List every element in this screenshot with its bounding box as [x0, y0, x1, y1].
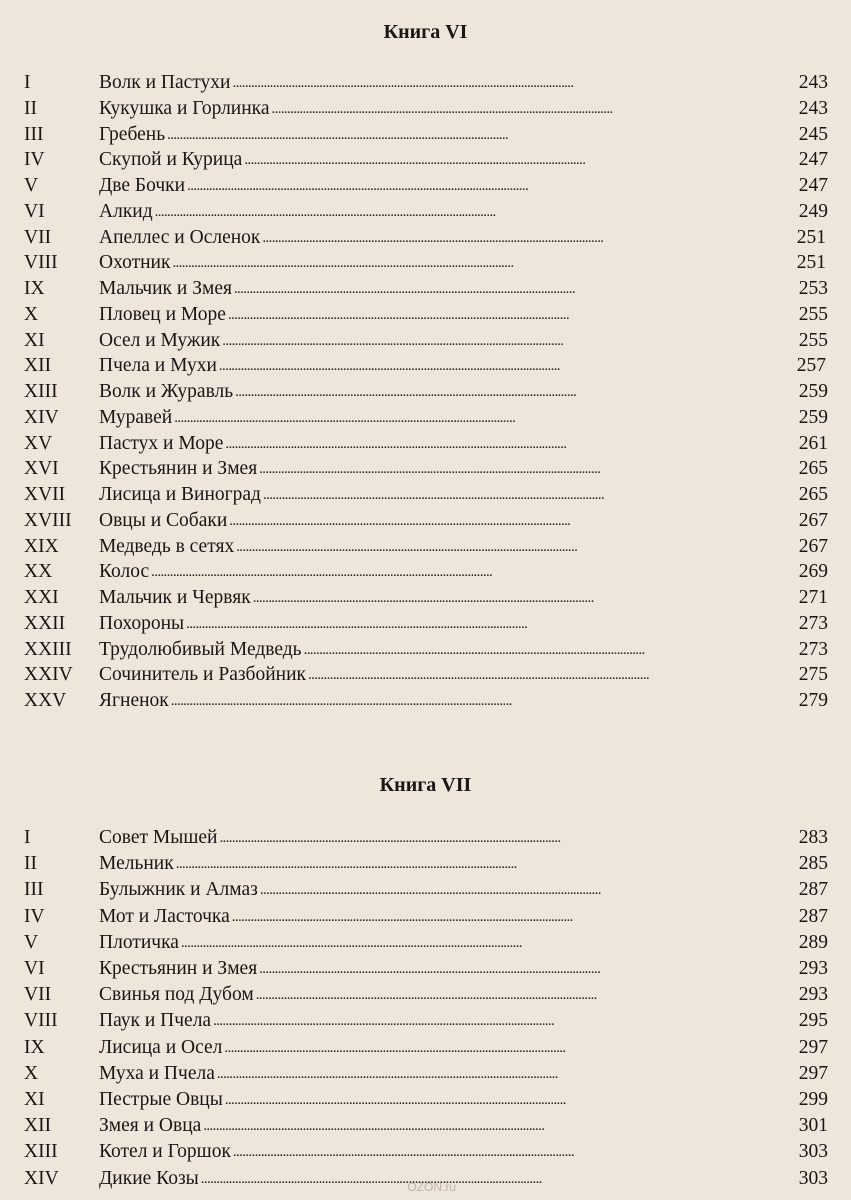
chapter-number: V [24, 175, 39, 196]
chapter-title: Медведь в сетях [99, 535, 235, 557]
chapter-number: XIV [24, 1167, 59, 1189]
chapter-title: Мальчик и Змея [99, 278, 232, 299]
chapter-title: Пастух и Море [99, 432, 224, 454]
dot-leader [244, 146, 796, 173]
chapter-title: Крестьянин и Змея [99, 958, 258, 979]
page-number: 273 [798, 638, 828, 660]
chapter-number: I [24, 827, 31, 848]
page-number: 255 [798, 303, 828, 325]
toc-row [24, 122, 828, 148]
toc-row [24, 1139, 828, 1165]
page-number: 287 [798, 879, 828, 901]
chapter-number: XV [24, 432, 53, 454]
dot-leader [263, 481, 797, 508]
chapter-title: Дикие Козы [99, 1167, 199, 1189]
chapter-title: Булыжник и Алмаз [99, 879, 258, 901]
page-number: 259 [798, 406, 828, 428]
chapter-number: X [24, 303, 39, 325]
toc-row [24, 1035, 828, 1061]
dot-leader [233, 1138, 797, 1165]
chapter-number: IV [24, 149, 45, 171]
chapter-number: XIX [24, 535, 59, 557]
chapter-title: Мот и Ласточка [99, 905, 230, 927]
chapter-number: II [24, 97, 37, 119]
page-number: 269 [798, 561, 828, 583]
toc-row [24, 956, 828, 982]
chapter-title: Апеллес и Осленок [99, 226, 261, 248]
toc-row [24, 70, 828, 96]
page-number: 285 [798, 853, 828, 875]
chapter-number: XXIII [24, 638, 72, 660]
page-number: 243 [798, 72, 828, 93]
dot-leader [176, 850, 797, 877]
page-number: 271 [798, 587, 828, 608]
chapter-title: Волк и Пастухи [99, 72, 231, 93]
chapter-title: Змея и Овца [99, 1115, 202, 1137]
chapter-number: IV [24, 905, 45, 927]
dot-leader [171, 687, 797, 714]
toc-row [24, 482, 828, 508]
dot-leader [228, 301, 797, 328]
chapter-number: XXIV [24, 664, 73, 686]
dot-leader [260, 876, 797, 903]
dot-leader [308, 661, 797, 688]
toc-row [24, 904, 828, 930]
page-number: 265 [798, 484, 828, 505]
toc-row [24, 199, 828, 225]
chapter-number: VIII [24, 252, 58, 274]
chapter-title: Алкид [99, 200, 153, 222]
toc-row [24, 1008, 828, 1034]
toc-row [24, 250, 826, 276]
chapter-number: XXI [24, 587, 59, 608]
chapter-title: Котел и Горшок [99, 1141, 231, 1163]
chapter-number: IX [24, 278, 45, 299]
book-title: Книга VII [379, 774, 472, 796]
watermark: OZON.ru [407, 1180, 456, 1194]
chapter-number: XX [24, 561, 53, 583]
chapter-title: Скупой и Курица [99, 149, 243, 171]
dot-leader [232, 69, 796, 96]
page-number: 247 [798, 149, 828, 171]
dot-leader [272, 95, 797, 122]
chapter-title: Совет Мышей [99, 827, 218, 848]
page-number: 267 [798, 535, 828, 557]
dot-leader [222, 327, 796, 354]
chapter-title: Ягненок [99, 690, 169, 711]
dot-leader [174, 404, 797, 431]
chapter-number: VII [24, 226, 52, 248]
book-title: Книга VI [383, 21, 468, 43]
page-number: 261 [798, 432, 828, 454]
page-number: 253 [798, 278, 828, 299]
toc-row [24, 328, 828, 354]
chapter-title: Свинья под Дубом [99, 984, 254, 1006]
toc-row [24, 173, 828, 199]
page-number: 279 [798, 690, 828, 711]
chapter-title: Лисица и Виноград [99, 484, 261, 505]
dot-leader [213, 1007, 797, 1034]
chapter-number: XII [24, 355, 52, 377]
toc-row [24, 559, 828, 585]
page-number: 247 [798, 175, 828, 196]
chapter-title: Паук и Пчела [99, 1010, 212, 1032]
toc-row [24, 611, 828, 637]
dot-leader [181, 929, 797, 956]
dot-leader [186, 610, 797, 637]
chapter-number: XVII [24, 484, 66, 505]
chapter-title: Колос [99, 561, 150, 583]
toc-row [24, 662, 828, 688]
toc-row [24, 431, 828, 457]
chapter-title: Пестрые Овцы [99, 1089, 223, 1110]
chapter-number: III [24, 123, 44, 145]
chapter-title: Лисица и Осел [99, 1036, 223, 1058]
dot-leader [229, 507, 796, 534]
chapter-title: Овцы и Собаки [99, 509, 228, 531]
chapter-number: XIV [24, 406, 59, 428]
dot-leader [253, 584, 797, 611]
chapter-number: IX [24, 1036, 45, 1058]
chapter-title: Сочинитель и Разбойник [99, 664, 307, 686]
toc-row [24, 405, 828, 431]
toc-row [24, 1113, 828, 1139]
page-number: 249 [798, 200, 828, 222]
toc-row [24, 688, 828, 714]
page-number: 255 [798, 329, 828, 351]
page-number: 283 [798, 827, 828, 848]
toc-row [24, 585, 828, 611]
dot-leader [304, 636, 797, 663]
chapter-title: Муравей [99, 406, 173, 428]
chapter-title: Мельник [99, 853, 174, 875]
page-number: 295 [798, 1010, 828, 1032]
page-number: 303 [798, 1167, 828, 1189]
chapter-number: XXV [24, 690, 67, 711]
dot-leader [187, 172, 797, 199]
chapter-number: XI [24, 329, 45, 351]
toc-row [24, 353, 826, 379]
dot-leader [259, 455, 797, 482]
toc-row [24, 508, 828, 534]
page-number: 243 [798, 97, 828, 119]
dot-leader [235, 378, 797, 405]
toc-row [24, 851, 828, 877]
dot-leader [172, 249, 794, 276]
chapter-number: XVI [24, 458, 59, 480]
dot-leader [167, 121, 797, 148]
page-number: 257 [796, 355, 826, 377]
chapter-number: XIII [24, 381, 58, 402]
chapter-title: Кукушка и Горлинка [99, 97, 270, 119]
chapter-number: VI [24, 200, 45, 222]
toc-row [24, 379, 828, 405]
toc-row [24, 825, 828, 851]
page-number: 259 [798, 381, 828, 402]
page-number: 297 [798, 1062, 828, 1084]
dot-leader [256, 981, 797, 1008]
dot-leader [262, 224, 794, 251]
dot-leader [225, 430, 796, 457]
toc-row [24, 276, 828, 302]
toc-row [24, 1087, 828, 1113]
page-number: 289 [798, 931, 828, 953]
chapter-number: XIII [24, 1141, 58, 1163]
dot-leader [259, 955, 797, 982]
chapter-title: Плотичка [99, 931, 179, 953]
chapter-title: Пловец и Море [99, 303, 226, 325]
page-number: 251 [796, 252, 826, 274]
chapter-number: X [24, 1062, 39, 1084]
chapter-title: Пчела и Мухи [99, 355, 217, 377]
dot-leader [151, 558, 797, 585]
page-number: 275 [798, 664, 828, 686]
chapter-title: Муха и Пчела [99, 1062, 215, 1084]
chapter-title: Волк и Журавль [99, 381, 234, 402]
page-number: 273 [798, 612, 828, 634]
chapter-number: VIII [24, 1010, 58, 1032]
toc-row [24, 982, 828, 1008]
page-number: 251 [796, 226, 826, 248]
toc-row [24, 637, 828, 663]
toc-row [24, 534, 828, 560]
page-number: 299 [798, 1089, 828, 1110]
chapter-title: Осел и Мужик [99, 329, 221, 351]
chapter-title: Гребень [99, 123, 166, 145]
page-number: 303 [798, 1141, 828, 1163]
dot-leader [232, 903, 797, 930]
chapter-title: Крестьянин и Змея [99, 458, 258, 480]
toc-row [24, 302, 828, 328]
dot-leader [203, 1112, 796, 1139]
dot-leader [217, 1060, 797, 1087]
chapter-number: XII [24, 1115, 52, 1137]
chapter-number: III [24, 879, 44, 901]
dot-leader [224, 1034, 796, 1061]
dot-leader [201, 1165, 797, 1192]
chapter-number: XVIII [24, 509, 72, 531]
page-number: 293 [798, 958, 828, 979]
chapter-number: XI [24, 1089, 45, 1110]
toc-row [24, 225, 826, 251]
chapter-title: Мальчик и Червяк [99, 587, 251, 608]
dot-leader [219, 824, 796, 851]
toc-row [24, 877, 828, 903]
chapter-number: VI [24, 958, 45, 979]
dot-leader [234, 275, 797, 302]
chapter-title: Похороны [99, 612, 185, 634]
chapter-title: Трудолюбивый Медведь [99, 638, 302, 660]
page-number: 245 [798, 123, 828, 145]
page-number: 267 [798, 509, 828, 531]
chapter-number: XXII [24, 612, 66, 634]
toc-row [24, 456, 828, 482]
chapter-number: VII [24, 984, 52, 1006]
dot-leader [225, 1086, 797, 1113]
dot-leader [236, 533, 797, 560]
dot-leader [155, 198, 797, 225]
page-number: 297 [798, 1036, 828, 1058]
page-number: 293 [798, 984, 828, 1006]
page-number: 301 [798, 1115, 828, 1137]
chapter-number: II [24, 853, 37, 875]
chapter-number: I [24, 72, 31, 93]
chapter-title: Охотник [99, 252, 171, 274]
toc-row [24, 147, 828, 173]
chapter-number: V [24, 931, 39, 953]
toc-row [24, 930, 828, 956]
page-number: 265 [798, 458, 828, 480]
toc-row [24, 1061, 828, 1087]
chapter-title: Две Бочки [99, 175, 186, 196]
dot-leader [219, 352, 795, 379]
page-number: 287 [798, 905, 828, 927]
toc-row [24, 96, 828, 122]
